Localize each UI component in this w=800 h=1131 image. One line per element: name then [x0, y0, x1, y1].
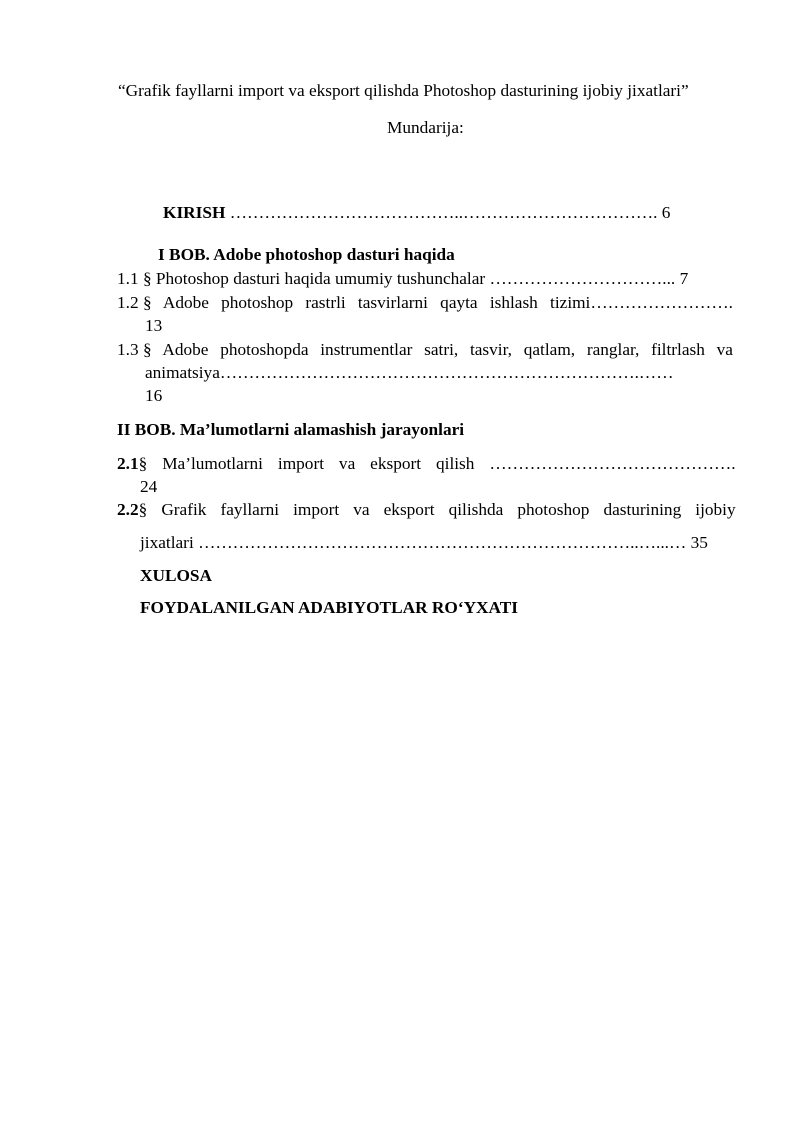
section-text: § Adobe photoshop rastrli tasvirlarni qayta ishlash tizimi……………………. [142, 293, 733, 312]
toc-entry-1-3-cont: animatsiya……………………………………………………………….…… [145, 363, 674, 382]
toc-entry-intro [163, 202, 670, 224]
toc-entry-2-2 [117, 499, 742, 521]
toc-entry-2-1-page: 24 [140, 477, 158, 496]
section-number: 1.2 [117, 293, 139, 312]
chapter-1-heading: I BOB. Adobe photoshop dasturi haqida [158, 245, 455, 264]
toc-entry-1-3 [117, 339, 742, 361]
section-number: 2.2 [117, 500, 139, 519]
toc-entry-conclusion: XULOSA [140, 566, 213, 585]
section-text: § Photoshop dasturi haqida umumiy tushunchalar …………………………... 7 [142, 269, 689, 288]
toc-intro-label: KIRISH [163, 203, 226, 222]
toc-intro-leader: …………………………………..……………………………. 6 [225, 203, 671, 222]
toc-entry-references: FOYDALANILGAN ADABIYOTLAR RO‘YXATI [140, 598, 518, 617]
toc-entry-1-2 [117, 292, 742, 314]
toc-entry-1-2-page: 13 [145, 316, 163, 335]
document-title: “Grafik fayllarni import va eksport qilishda Photoshop dasturining ijobiy jixatlari” [118, 81, 689, 100]
toc-entry-2-2-cont: jixatlari …………………………………………………………………..…...… 35 [140, 533, 708, 552]
toc-entry-1-1 [117, 268, 688, 290]
section-text: § Grafik fayllarni import va eksport qilishda photoshop dasturining ijobiy [138, 500, 736, 519]
toc-entry-2-1 [117, 453, 742, 475]
section-number: 1.3 [117, 340, 139, 359]
chapter-2-heading: II BOB. Ma’lumotlarni alamashish jarayonlari [117, 420, 465, 439]
section-text: § Ma’lumotlarni import va eksport qilish ……………………………………. [138, 454, 736, 473]
toc-heading: Mundarija: [387, 118, 464, 137]
section-number: 1.1 [117, 269, 139, 288]
section-number: 2.1 [117, 454, 139, 473]
toc-entry-1-3-page: 16 [145, 386, 163, 405]
section-text: § Adobe photoshopda instrumentlar satri, tasvir, qatlam, ranglar, filtrlash va [142, 340, 733, 359]
